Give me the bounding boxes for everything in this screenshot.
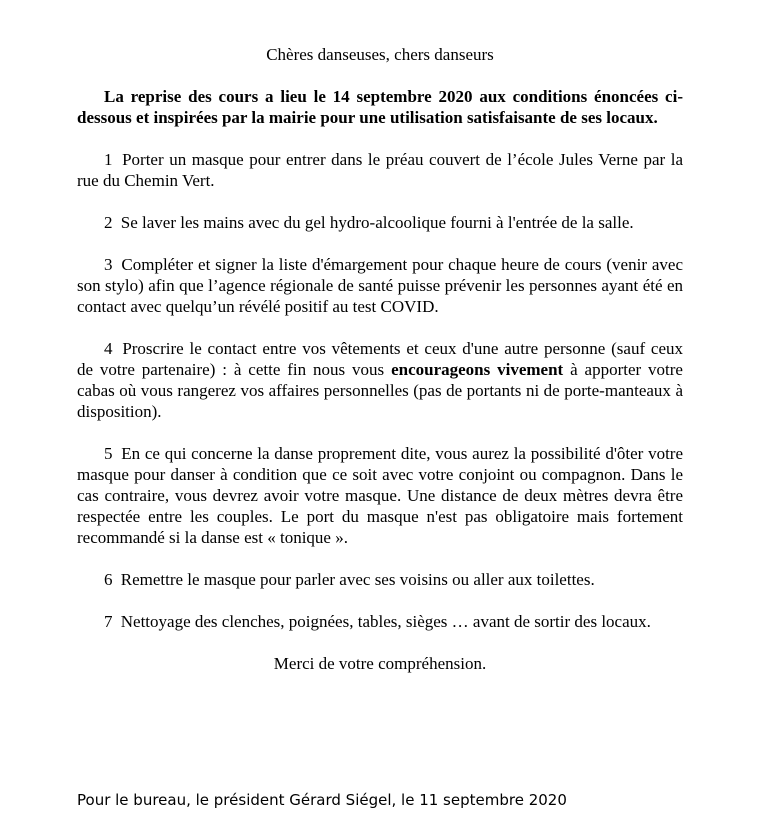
- rule-2: [77, 212, 683, 233]
- rule-1: [77, 149, 683, 191]
- rule-number: 3: [104, 255, 113, 274]
- rule-5: [77, 443, 683, 548]
- rule-number: 2: [104, 213, 113, 232]
- closing-line: Merci de votre compréhension.: [273, 654, 487, 673]
- rule-text-before: Proscrire le contact entre vos vêtements et ceux d'une autre personne (sauf ceux de votre partenaire) : à cette fin nous vous: [77, 339, 684, 379]
- rule-text: Se laver les mains avec du gel hydro-alcoolique fourni à l'entrée de la salle.: [120, 213, 634, 232]
- document-body: [77, 44, 683, 674]
- signature-line: Pour le bureau, le président Gérard Siégel, le 11 septembre 2020: [77, 791, 567, 809]
- rule-text: Porter un masque pour entrer dans le préau couvert de l’école Jules Verne par la rue du Chemin Vert.: [77, 150, 684, 190]
- rule-4: [77, 338, 683, 422]
- rule-number: 7: [104, 612, 113, 631]
- rule-7: [77, 611, 683, 632]
- intro-paragraph: La reprise des cours a lieu le 14 septembre 2020 aux conditions énoncées ci-dessous et inspirées par la mairie pour une utilisation satisfaisante de ses locaux.: [77, 87, 683, 127]
- rule-number: 6: [104, 570, 113, 589]
- rule-text-emphasis: encourageons vivement: [391, 360, 564, 379]
- rule-text: Compléter et signer la liste d'émargement pour chaque heure de cours (venir avec son stylo) afin que l’agence régionale de santé puisse prévenir les personnes ayant été en contact avec quelqu’un révélé positif au test COVID.: [77, 255, 684, 316]
- greeting: Chères danseuses, chers danseurs: [266, 45, 494, 64]
- rule-number: 5: [104, 444, 113, 463]
- rule-6: [77, 569, 683, 590]
- rule-text: Remettre le masque pour parler avec ses voisins ou aller aux toilettes.: [120, 570, 595, 589]
- rule-3: [77, 254, 683, 317]
- rule-text: En ce qui concerne la danse proprement dite, vous aurez la possibilité d'ôter votre masque pour danser à condition que ce soit avec votre conjoint ou compagnon. Dans le cas contraire, vous devrez avoir votre masque. Une distance de deux mètres devra être respectée entre les couples. Le port du masque n'est pas obligatoire mais fortement recommandé si la danse est « tonique ».: [77, 444, 683, 547]
- rule-number: 1: [104, 150, 113, 169]
- rule-text: Nettoyage des clenches, poignées, tables, sièges … avant de sortir des locaux.: [120, 612, 651, 631]
- rule-number: 4: [104, 339, 113, 358]
- rule-text-after: à apporter votre cabas où vous rangerez vos affaires personnelles (pas de portants ni de porte-manteaux à disposition).: [77, 360, 683, 421]
